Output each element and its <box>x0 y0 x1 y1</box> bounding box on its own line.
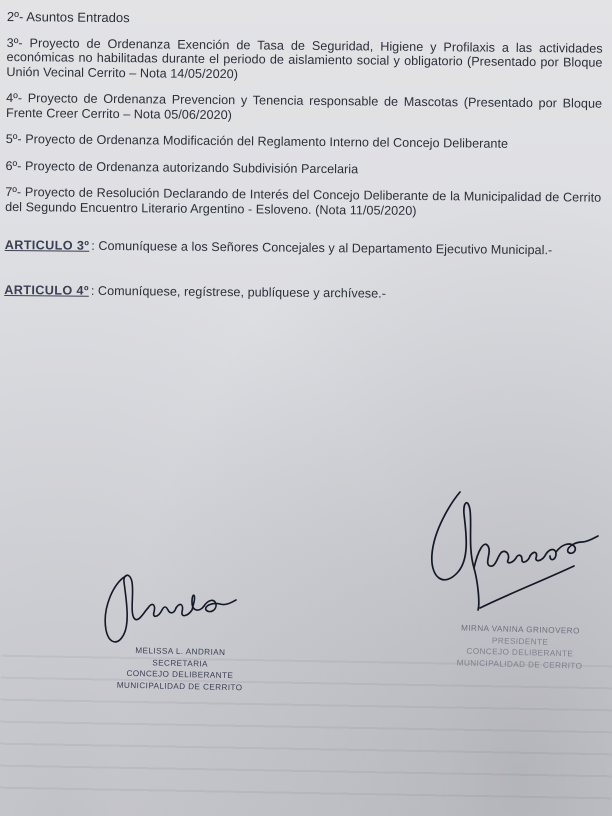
bleed-through-shadow <box>0 655 612 816</box>
secretaria-org: CONCEJO DELIBERANTE <box>126 668 234 681</box>
secretaria-signature-block <box>110 645 251 694</box>
item-proyecto-5: 5º- Proyecto de Ordenanza Modificación del Reglamento Interno del Concejo Deliberante <box>5 131 509 151</box>
secretaria-title: SECRETARIA <box>152 657 209 669</box>
presidente-signature-block <box>439 622 600 672</box>
item-asuntos-entrados: 2º- Asuntos Entrados <box>6 9 130 26</box>
presidente-name: MIRNA VANINA GRINOVERO <box>460 623 580 636</box>
article-3-label: ARTICULO 3º <box>4 237 90 253</box>
presidente-title: PRESIDENTE <box>491 635 549 647</box>
presidente-signature <box>424 484 604 624</box>
article-4-text: : Comuníquese, regístrese, publíquese y archívese.- <box>90 283 387 301</box>
item-proyecto-7: 7º- Proyecto de Resolución Declarando de Interés del Concejo Deliberante de la Municipalidad de Cerrito del Segundo Encuentro Literario Argentino - Esloveno. (Nota 11/05/2020) <box>5 184 602 218</box>
article-3 <box>5 238 601 258</box>
secretaria-signature <box>96 568 246 650</box>
secretaria-name: MELISSA L. ANDRIAN <box>135 646 226 657</box>
document-body <box>4 10 603 303</box>
article-4-label: ARTICULO 4º <box>4 282 89 298</box>
article-3-text: : Comuníquese a los Señores Concejales y al Departamento Ejecutivo Municipal.- <box>91 238 553 258</box>
article-4 <box>4 282 600 302</box>
item-proyecto-6: 6º- Proyecto de Ordenanza autorizando Subdivisión Parcelaria <box>5 158 359 176</box>
secretaria-municipality: MUNICIPALIDAD DE CERRITO <box>116 680 243 692</box>
item-proyecto-3: 3º- Proyecto de Ordenanza Exención de Tasa de Seguridad, Higiene y Profilaxis a las actividades económicas no habilitadas durante el periodo de aislamiento social y obligatorio (Presentado por Bloque Unión Vecinal Cerrito – Nota 14/05/2020) <box>6 35 603 81</box>
presidente-municipality: MUNICIPALIDAD DE CERRITO <box>456 657 583 671</box>
item-proyecto-4: 4º- Proyecto de Ordenanza Prevencion y Tenencia responsable de Mascotas (Presentado por Bloque Frente Creer Cerrito – Nota 05/06/2020) <box>5 90 603 122</box>
presidente-org: CONCEJO DELIBERANTE <box>466 646 574 659</box>
